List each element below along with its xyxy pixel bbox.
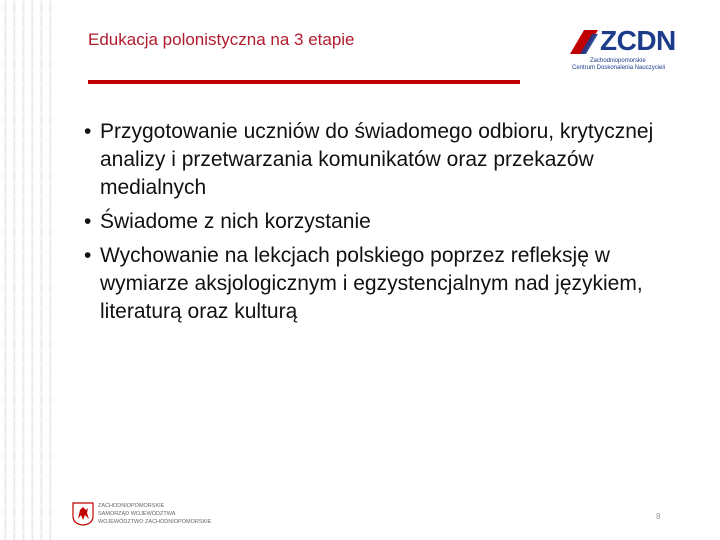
bullet-dot-icon: • <box>84 120 92 143</box>
logo-name: ZCDN <box>600 25 676 56</box>
bullet-item <box>84 242 684 326</box>
griffin-emblem-icon <box>72 502 94 526</box>
bullet-text: Świadome z nich korzystanie <box>100 210 371 233</box>
bullet-list <box>84 118 684 332</box>
bullet-item <box>84 118 684 202</box>
bullet-item <box>84 208 684 236</box>
slide-title: Edukacja polonistyczna na 3 etapie <box>88 30 355 49</box>
bullet-dot-icon: • <box>84 244 92 267</box>
bullet-dot-icon: • <box>84 210 92 233</box>
footer-line-3: WOJEWÓDZTWO ZACHODNIOPOMORSKIE <box>98 519 212 525</box>
zcdn-logo <box>568 25 680 72</box>
page-number: 8 <box>656 512 661 521</box>
title-underline <box>88 80 520 84</box>
manuscript-decoration <box>0 0 56 540</box>
bullet-text: Wychowanie na lekcjach polskiego poprzez refleksję w wymiarze aksjologicznym i egzystencjalnym nad językiem, literaturą oraz kulturą <box>100 244 643 323</box>
logo-subtitle-2: Centrum Doskonalenia Nauczycieli <box>572 65 666 71</box>
logo-subtitle-1: Zachodniopomorskie <box>590 58 646 64</box>
zcdn-logo-icon <box>570 30 598 54</box>
footer-logo <box>68 500 212 528</box>
footer-line-1: ZACHODNIOPOMORSKIE <box>98 503 165 509</box>
bullet-text: Przygotowanie uczniów do świadomego odbioru, krytycznej analizy i przetwarzania komunikatów oraz przekazów medialnych <box>100 120 654 199</box>
footer-line-2: SAMORZĄD WOJEWÓDZTWA <box>98 511 176 517</box>
